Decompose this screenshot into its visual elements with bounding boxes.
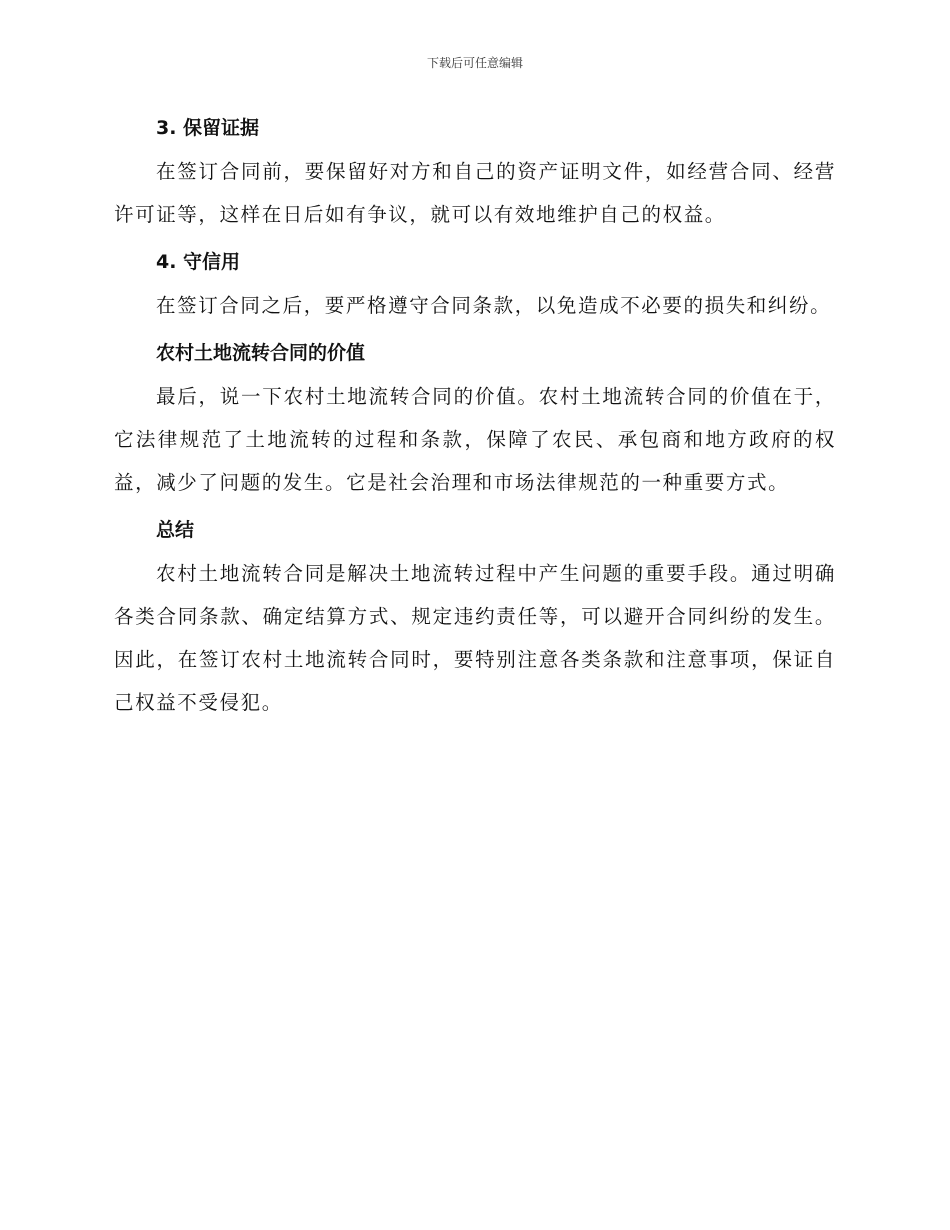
section-heading-summary: 总结 bbox=[156, 519, 195, 541]
page-header: 下载后可任意编辑 bbox=[426, 56, 523, 70]
section-heading-contract-value: 农村土地流转合同的价值 bbox=[156, 342, 366, 364]
section-paragraph-summary: 农村土地流转合同是解决土地流转过程中产生问题的重要手段。通过明确各类合同条款、确定结算方式、规定违约责任等，可以避开合同纠纷的发生。因此，在签订农村土地流转合同时，要特别注意各类条款和注意事项，保证自己权益不受侵犯。 bbox=[114, 562, 836, 714]
section-heading-keep-credit: 4. 守信用 bbox=[156, 251, 241, 273]
section-heading-keep-evidence: 3. 保留证据 bbox=[156, 117, 260, 139]
section-paragraph-keep-credit: 在签订合同之后，要严格遵守合同条款，以免造成不必要的损失和纠纷。 bbox=[156, 294, 832, 317]
section-paragraph-contract-value: 最后，说一下农村土地流转合同的价值。农村土地流转合同的价值在于，它法律规范了土地流转的过程和条款，保障了农民、承包商和地方政府的权益，减少了问题的发生。它是社会治理和市场法律规范的一种重要方式。 bbox=[114, 385, 836, 494]
section-paragraph-keep-evidence: 在签订合同前，要保留好对方和自己的资产证明文件，如经营合同、经营许可证等，这样在日后如有争议，就可以有效地维护自己的权益。 bbox=[114, 160, 836, 226]
document-body bbox=[114, 106, 836, 724]
